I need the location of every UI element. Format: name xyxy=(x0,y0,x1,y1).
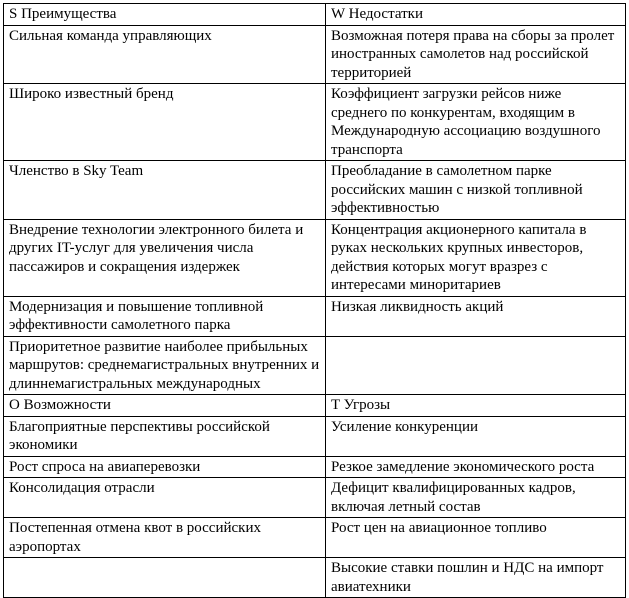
strength-cell: Широко известный бренд xyxy=(4,84,326,161)
table-row xyxy=(4,25,626,84)
strength-cell: Сильная команда управляющих xyxy=(4,25,326,84)
table-row xyxy=(4,456,626,478)
threat-cell: Усиление конкуренции xyxy=(326,416,626,456)
threats-header: T Угрозы xyxy=(326,395,626,417)
opportunity-cell: Консолидация отрасли xyxy=(4,478,326,518)
opportunity-cell xyxy=(4,558,326,598)
weakness-cell xyxy=(326,336,626,395)
weakness-cell: Возможная потеря права на сборы за пролет иностранных самолетов над российской территорией xyxy=(326,25,626,84)
weakness-cell: Концентрация акционерного капитала в руках нескольких крупных инвесторов, действия которых могут вразрез с интересами миноритариев xyxy=(326,219,626,296)
threat-cell: Рост цен на авиационное топливо xyxy=(326,518,626,558)
swot-table xyxy=(3,3,626,598)
table-row xyxy=(4,416,626,456)
opportunity-cell: Благоприятные перспективы российской экономики xyxy=(4,416,326,456)
table-row xyxy=(4,84,626,161)
opportunity-cell: Постепенная отмена квот в российских аэропортах xyxy=(4,518,326,558)
strength-cell: Внедрение технологии электронного билета и других IT-услуг для увеличения числа пассажиров и сокращения издержек xyxy=(4,219,326,296)
threat-cell: Высокие ставки пошлин и НДС на импорт авиатехники xyxy=(326,558,626,598)
table-row xyxy=(4,296,626,336)
strength-cell: Приоритетное развитие наиболее прибыльных маршрутов: среднемагистральных внутренних и длиннемагистральных международных xyxy=(4,336,326,395)
table-row xyxy=(4,558,626,598)
table-row xyxy=(4,478,626,518)
strength-cell: Модернизация и повышение топливной эффективности самолетного парка xyxy=(4,296,326,336)
table-row xyxy=(4,336,626,395)
opportunities-threats-header-row xyxy=(4,395,626,417)
strengths-header: S Преимущества xyxy=(4,4,326,26)
threat-cell: Дефицит квалифицированных кадров, включая летный состав xyxy=(326,478,626,518)
weakness-cell: Преобладание в самолетном парке российских машин с низкой топливной эффективностью xyxy=(326,161,626,220)
table-row xyxy=(4,219,626,296)
weakness-cell: Низкая ликвидность акций xyxy=(326,296,626,336)
opportunity-cell: Рост спроса на авиаперевозки xyxy=(4,456,326,478)
table-row xyxy=(4,161,626,220)
strengths-weaknesses-header-row xyxy=(4,4,626,26)
threat-cell: Резкое замедление экономического роста xyxy=(326,456,626,478)
table-row xyxy=(4,518,626,558)
weakness-cell: Коэффициент загрузки рейсов ниже среднего по конкурентам, входящим в Международную ассоциацию воздушного транспорта xyxy=(326,84,626,161)
strength-cell: Членство в Sky Team xyxy=(4,161,326,220)
opportunities-header: O Возможности xyxy=(4,395,326,417)
weaknesses-header: W Недостатки xyxy=(326,4,626,26)
